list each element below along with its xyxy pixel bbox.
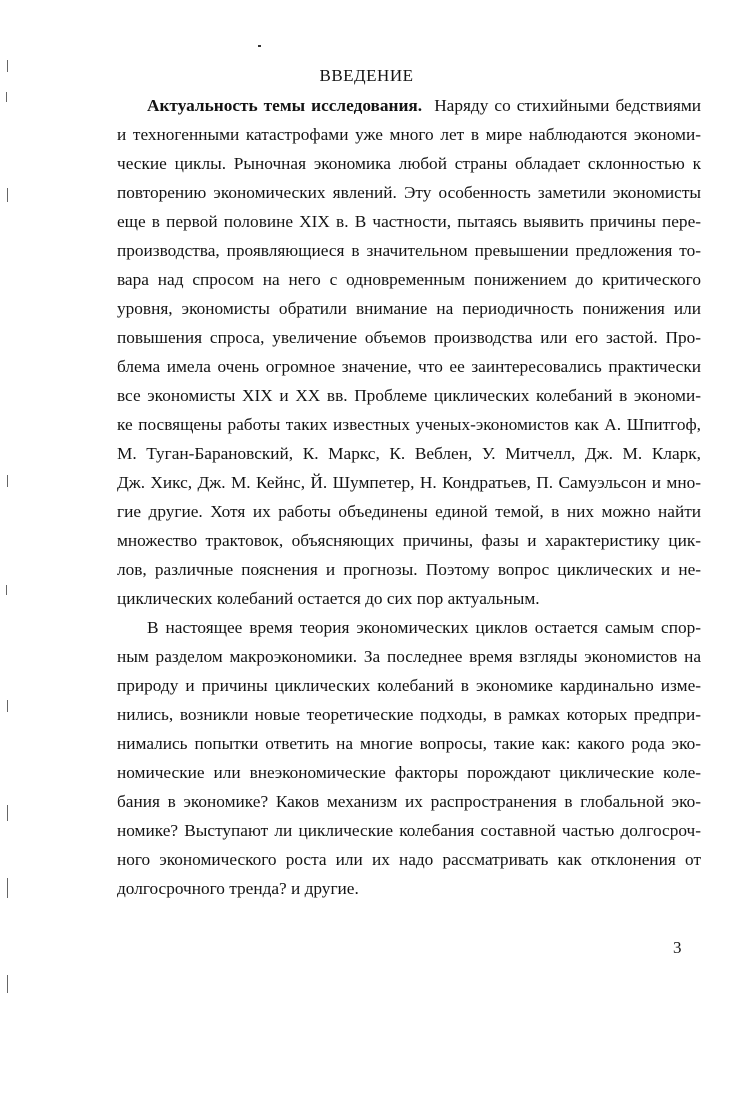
- text-line: производства, проявляющиеся в значительном превышении предложения то-: [117, 241, 701, 260]
- page-number: 3: [673, 938, 682, 957]
- text-line: вара над спросом на него с одновременным понижением до критического: [117, 270, 701, 289]
- scan-artifact: [7, 700, 8, 712]
- scan-artifact: [6, 585, 7, 595]
- text-line: В настоящее время теория экономических циклов остается самым спор-: [147, 618, 701, 637]
- text-line: блема имела очень огромное значение, что ее заинтересовались практически: [117, 357, 701, 376]
- text-line: повышения спроса, увеличение объемов производства или его застой. Про-: [117, 328, 701, 347]
- text-line: еще в первой половине XIX в. В частности, пытаясь выявить причины пере-: [117, 212, 701, 231]
- text-line: ке посвящены работы таких известных ученых-экономистов как А. Шпитгоф,: [117, 415, 701, 434]
- text-line: и техногенными катастрофами уже много лет в мире наблюдаются экономи-: [117, 125, 701, 144]
- text-line: М. Туган-Барановский, К. Маркс, К. Веблен, У. Митчелл, Дж. М. Кларк,: [117, 444, 701, 463]
- text-line: множество трактовок, объясняющих причины, фазы и характеристику цик-: [117, 531, 701, 550]
- scan-artifact: [6, 92, 7, 102]
- paragraph-1-line-1-text: Наряду со стихийными бедствиями: [434, 96, 702, 115]
- text-line: ным разделом макроэкономики. За последнее время взгляды экономистов на: [117, 647, 701, 666]
- scan-artifact: [7, 475, 8, 487]
- text-line: долгосрочного тренда? и другие.: [117, 879, 359, 898]
- text-line: номике? Выступают ли циклические колебания составной частью долгосроч-: [117, 821, 701, 840]
- paragraph-1-line-1: [147, 96, 701, 116]
- scan-artifact: [7, 975, 8, 993]
- text-line: бания в экономике? Каков механизм их распространения в глобальной эко-: [117, 792, 701, 811]
- text-line: Дж. Хикс, Дж. М. Кейнс, Й. Шумпетер, Н. Кондратьев, П. Самуэльсон и мно-: [117, 473, 701, 492]
- scan-artifact: [7, 805, 8, 821]
- text-line: ного экономического роста или их надо рассматривать как отклонения от: [117, 850, 701, 869]
- text-line: циклических колебаний остается до сих пор актуальным.: [117, 589, 540, 608]
- scan-dot: [258, 45, 261, 47]
- text-line: номические или внеэкономические факторы порождают циклические коле-: [117, 763, 701, 782]
- text-line: лов, различные пояснения и прогнозы. Поэтому вопрос циклических и не-: [117, 560, 701, 579]
- topic-relevance-label: Актуальность темы исследования.: [147, 96, 423, 115]
- text-line: нились, возникли новые теоретические подходы, в рамках которых предпри-: [117, 705, 701, 724]
- text-line: уровня, экономисты обратили внимание на периодичность понижения или: [117, 299, 701, 318]
- text-line: природу и причины циклических колебаний в экономике кардинально изме-: [117, 676, 701, 695]
- scan-artifact: [7, 878, 8, 898]
- text-line: ческие циклы. Рыночная экономика любой страны обладает склонностью к: [117, 154, 701, 173]
- text-line: все экономисты XIX и XX вв. Проблеме циклических колебаний в экономи-: [117, 386, 701, 405]
- text-line: нимались попытки ответить на многие вопросы, такие как: какого рода эко-: [117, 734, 701, 753]
- section-heading: ВВЕДЕНИЕ: [319, 66, 414, 85]
- text-line: гие другие. Хотя их работы объединены единой темой, в них можно найти: [117, 502, 701, 521]
- text-line: повторению экономических явлений. Эту особенность заметили экономисты: [117, 183, 701, 202]
- scan-artifact: [7, 188, 8, 202]
